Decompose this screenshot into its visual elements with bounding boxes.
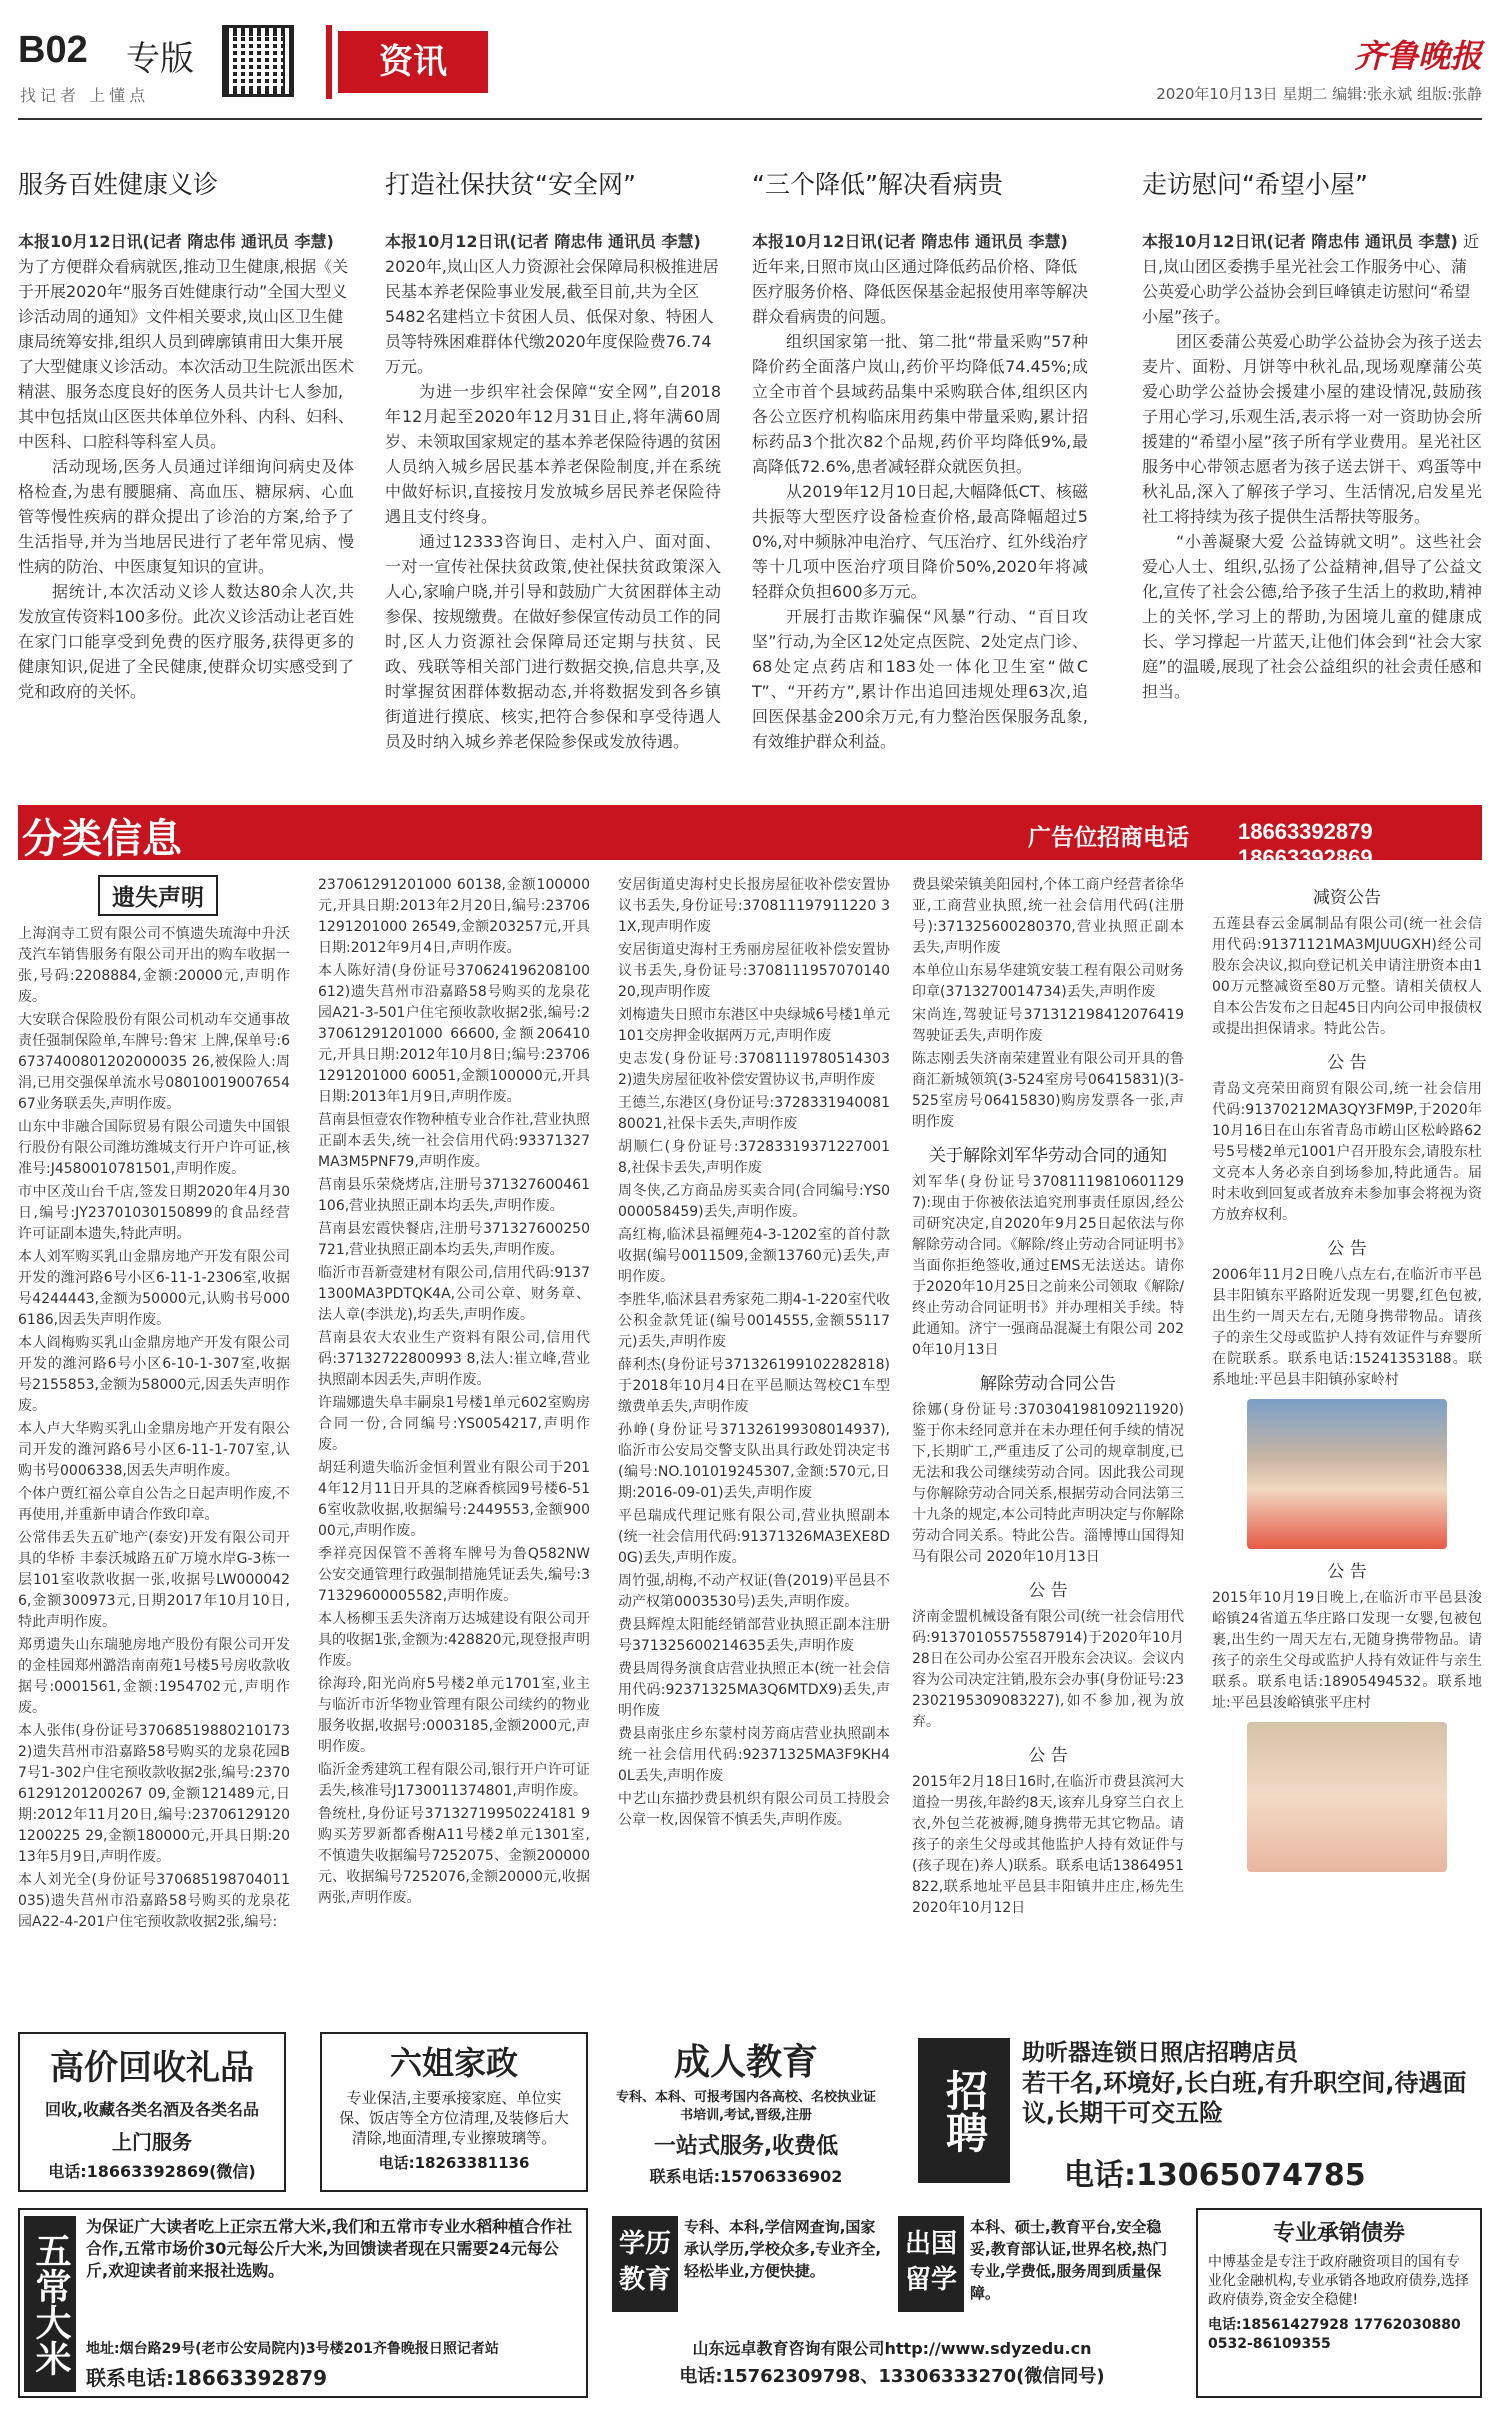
classified-col-3 <box>618 875 890 2015</box>
lost-notice-heading: 遗失声明 <box>98 875 218 916</box>
classified-entry: 季祥亮因保管不善将车牌号为鲁Q582NW公安交通管理行政强制措施凭证丢失,编号:371329600005582,声明作废。 <box>318 1546 590 1604</box>
ad-phones: 18663392879 18663392869 <box>1238 819 1373 870</box>
article-byline: 本报10月12日讯(记者 隋忠伟 通讯员 李慧) <box>1142 232 1458 251</box>
classified-entry: 本人刘军购买乳山金鼎房地产开发有限公司开发的潍河路6号小区6-11-1-2306室,收据号4244443,金额为50000元,认购书号0006186,因丢失声明作废。 <box>18 1249 290 1328</box>
classified-entry: 安居街道史海村史长报房屋征收补偿安置协议书丢失,身份证号:370811197911220 31X,现声明作废 <box>618 877 890 935</box>
notice-body: 济南金盟机械设备有限公司(统一社会信用代码:91370105575587914)于2020年10月28日在公司办公室召开股东会决议。会议内容为公司决定注销,股东会办事(身份证号:232302195309083227),如不参加,视为放弃。 <box>912 1609 1184 1730</box>
ad-rice <box>18 2208 588 2398</box>
classified-entry: 平邑瑞成代理记账有限公司,营业执照副本(统一社会信用代码:91371326MA3EXE8D0G)丢失,声明作废。 <box>618 1508 890 1566</box>
ad-address: 地址:烟台路29号(老市公安局院内)3号楼201齐鲁晚报日照记者站 <box>86 2341 499 2357</box>
classified-col-2 <box>318 875 590 2015</box>
classified-entry: 237061291201000 60138,金额100000元,开具日期:2013年2月20日,编号:237061291201000 26549,金额203257元,开具日期:2012年9月4日,声明作废。 <box>318 877 590 956</box>
ad-phone: 电话:18263381136 <box>378 2154 530 2172</box>
ad-body: 若干名,环境好,长白班,有升职空间,待遇面议,长期干可交五险 <box>1022 2069 1467 2127</box>
study-abroad-badge: 出国留学 <box>898 2216 964 2312</box>
ad-title: 成人教育 <box>673 2042 818 2083</box>
notice-title: 公 告 <box>1327 1053 1367 1073</box>
classified-entry: 鲁统杜,身份证号37132719950224181 9购买芳罗新都香榭A11号楼2单元1301室,不慎遗失收据编号7252075、金额200000元、收据编号7252076,金额20000元,收据两张,声明作废。 <box>318 1806 590 1906</box>
classified-entry: 陈志刚丢失济南荣建置业有限公司开具的鲁商汇新城领筑(3-524室房号06415831)(3-525室房号06415830)购房发票各一张,声明作废 <box>912 1051 1184 1130</box>
article-para: “小善凝聚大爱 公益铸就文明”。这些社会爱心人士、组织,弘扬了公益精神,倡导了公益文化,宣传了社会公德,给予孩子生活上的救助,精神上的关怀,学习上的帮助,为困境儿童的健康成长、学习撑起一片蓝天,让他们体会到“社会大家庭”的温暖,展现了社会公益组织的社会责任感和担当。 <box>1142 532 1482 701</box>
classified-entry: 刘梅遗失日照市东港区中央绿城6号楼1单元101交房押金收据两万元,声明作废 <box>618 1007 890 1044</box>
ad-body: 专科、本科、可报考国内各高校、名校执业证书培训,考试,晋级,注册 <box>616 2090 877 2123</box>
ad-phone: 电话:13065074785 <box>1064 2158 1366 2192</box>
article-title: 走访慰问“希望小屋” <box>1142 170 1368 199</box>
classified-entry: 宋尚连,驾驶证号371312198412076419驾驶证丢失,声明作废 <box>912 1007 1184 1044</box>
classified-entry: 安居街道史海村王秀丽房屋征收补偿安置协议书丢失,身份证号:370811195707014020,现声明作废 <box>618 942 890 1000</box>
ad-title: 助听器连锁日照店招聘店员 <box>1022 2040 1298 2066</box>
section-label: 资讯 <box>338 31 488 93</box>
notice-title: 减资公告 <box>1313 888 1381 908</box>
ad-phone: 联系电话:15706336902 <box>649 2167 843 2186</box>
classified-entry: 胡廷利遗失临沂金恒利置业有限公司于2014年12月11日开具的芝麻香槟园9号楼6-516室收款收据,收据编号:2449553,金额90000元,声明作废。 <box>318 1460 590 1539</box>
baby-photo <box>1247 1399 1447 1549</box>
article-title: “三个降低”解决看病贵 <box>752 170 1003 199</box>
classified-entry: 史志发(身份证号:370811197805143032)遗失房屋征收补偿安置协议书,声明作废 <box>618 1051 890 1088</box>
classified-entry: 周冬侠,乙方商品房买卖合同(合同编号:YS0000058459)丢失,声明作废。 <box>618 1183 890 1220</box>
classified-entry: 许瑞娜遗失阜丰嗣泉1号楼1单元602室购房合同一份,合同编号:YS0054217,声明作废。 <box>318 1395 590 1453</box>
article-para: 2020年,岚山区人力资源社会保障局积极推进居民基本养老保险事业发展,截至目前,共为全区5482名建档立卡贫困人员、低保对象、特困人员等特殊困难群体代缴2020年度保险费76.74万元。 <box>385 257 719 376</box>
classified-entry: 王德兰,东港区(身份证号:372833194008180021,社保卡丢失,声明作废 <box>618 1095 890 1132</box>
ad-phone: 电话:18561427928 17762030880 0532-86109355 <box>1208 2317 1461 2352</box>
ad-label: 广告位招商电话 <box>1028 825 1189 851</box>
classified-entry: 上海润寺工贸有限公司不慎遗失琉海中升沃茂汽车销售服务有限公司开出的购车收据一张,号码:2208884,金额:20000元,声明作废。 <box>18 926 290 1005</box>
article-byline: 本报10月12日讯(记者 隋忠伟 通讯员 李慧) <box>18 232 334 251</box>
article-title: 服务百姓健康义诊 <box>18 170 219 199</box>
article-para: 为进一步织牢社会保障“安全网”,自2018年12月起至2020年12月31日止,将年满60周岁、未领取国家规定的基本养老保险待遇的贫困人员纳入城乡居民基本养老保险制度,并在系统中做好标识,直接按月发放城乡居民养老保险待遇且支付终身。 <box>385 382 722 526</box>
article-para: 开展打击欺诈骗保“风暴”行动、“百日攻坚”行动,为全区12处定点医院、2处定点门诊、68处定点药店和183处一体化卫生室“做CT”、“开药方”,累计作出追回违规处理63次,追回医保基金200余万元,有力整治医保服务乱象,有效维护群众利益。 <box>752 607 1088 751</box>
classified-entry: 本人卢大华购买乳山金鼎房地产开发有限公司开发的潍河路6号小区6-11-1-707室,认购书号0006338,因丢失声明作废。 <box>18 1421 290 1479</box>
classified-entry: 本人刘光全(身份证号370685198704011035)遗失莒州市沿嘉路58号购买的龙泉花园A22-4-201户住宅预收款收据2张,编号: <box>18 1872 290 1930</box>
classified-entry: 中艺山东描抄费县机织有限公司员工持股会公章一枚,因保管不慎丢失,声明作废。 <box>618 1791 890 1828</box>
page-number: B02 <box>18 29 88 71</box>
ad-phone: 电话:18663392869(微信) <box>48 2162 256 2181</box>
notice-body: 2015年10月19日晚上,在临沂市平邑县浚峪镇24省道五华庄路口发现一女婴,包被包裹,出生约一周天左右,无随身携带物品。请孩子的亲生父母或监护人持有效证件与亲生联系。联系电话:18905494532。联系地址:平邑县浚峪镇张平庄村 <box>1212 1590 1482 1711</box>
classified-entry: 临沂市吾新壹建材有限公司,信用代码:91371300MA3PDTQK4A,公司公章、财务章、法人章(李洪龙),均丢失,声明作废。 <box>318 1265 590 1323</box>
ad-sub: 一站式服务,收费低 <box>653 2134 839 2159</box>
ad-adult-edu <box>612 2032 880 2192</box>
ad-body: 专业保洁,主要承接家庭、单位实保、饭店等全方位清理,及装修后大清除,地面清理,专业擦玻璃等。 <box>339 2089 569 2147</box>
notice-title: 关于解除刘军华劳动合同的通知 <box>929 1146 1167 1166</box>
edition-label: 专版 <box>126 39 194 79</box>
ad-company: 山东远卓教育咨询有限公司http://www.sdyzedu.cn <box>692 2339 1092 2358</box>
classified-entry: 费县周得务演食店营业执照正本(统一社会信用代码:92371325MA3Q6MTDX9)丢失,声明作废 <box>618 1661 890 1719</box>
classified-entry: 本人杨柳玉丢失济南万达城建设有限公司开具的收据1张,金额为:428820元,现登报声明作废。 <box>318 1611 590 1669</box>
classified-entry: 周竹强,胡梅,不动产权证(鲁(2019)平邑县不动产权第0003530号)丢失,声明作废。 <box>618 1573 890 1610</box>
ad-phone: 联系电话:18663392879 <box>86 2366 328 2390</box>
ad-bonds <box>1196 2208 1482 2398</box>
article-title: 打造社保扶贫“安全网” <box>385 170 636 199</box>
classified-entry: 大安联合保险股份有限公司机动车交通事故责任强制保险单,车牌号:鲁宋 上牌,保单号:66737400801202000035 26,被保险人:周涓,已用交强保单流水号0801001900765467业务联丢失,声明作废。 <box>18 1012 290 1112</box>
page-header <box>18 25 1482 120</box>
notice-title: 公 告 <box>1327 1562 1367 1582</box>
article-byline: 本报10月12日讯(记者 隋忠伟 通讯员 李慧) <box>752 232 1068 251</box>
ad-body: 为保证广大读者吃上正宗五常大米,我们和五常市专业水稻种植合作社合作,五常市场价30元每公斤大米,为回馈读者现在只需要24元每公斤,欢迎读者前来报社选购。 <box>86 2217 573 2280</box>
edu-badge: 学历教育 <box>612 2216 678 2312</box>
classified-entry: 市中区茂山台千店,签发日期2020年4月30日,编号:JY23701030150899的食品经营许可证副本遗失,特此声明。 <box>18 1184 290 1242</box>
notice-body: 徐娜(身份证号:370304198109211920)鉴于你未经同意并在未办理任何手续的情况下,长期旷工,严重违反了公司的规章制度,已无法和我公司继续劳动合同。因此我公司现与你解除劳动合同关系,根据劳动合同法第三十九条的规定,本公司特此声明决定与你解除劳动合同关系。特此公告。淄博博山国得知马有限公司 2020年10月13日 <box>912 1402 1184 1565</box>
classified-entry: 费县梁荣镇美阳园村,个体工商户经营者徐华亚,工商营业执照,统一社会信用代码(注册号):371325600280370,营业执照正副本丢失,声明作废 <box>912 877 1184 956</box>
classified-entry: 本人陈好清(身份证号370624196208100612)遗失莒州市沿嘉路58号购买的龙泉花园A21-3-501户住宅预收款收据2张,编号:237061291201000 66600,金额206410元,开具日期:2012年10月8日;编号:237061291201000 60051,金额100000元,开具日期:2013年1月9日,声明作废。 <box>318 963 590 1105</box>
article-para: 据统计,本次活动义诊人数达80余人次,共发放宣传资料100多份。此次义诊活动让老百姓在家门口能享受到免费的医疗服务,获得更多的健康知识,促进了全民健康,使群众切实感受到了党和政府的关怀。 <box>18 582 354 701</box>
classified-entry: 本人阎梅购买乳山金鼎房地产开发有限公司开发的潍河路6号小区6-10-1-307室,收据号2155853,金额为58000元,因丢失声明作废。 <box>18 1335 290 1414</box>
slogan: 找记者 上懂点 <box>20 86 150 105</box>
classified-entry: 莒南县乐荣烧烤店,注册号371327600461106,营业执照正副本均丢失,声明作废。 <box>318 1177 590 1214</box>
notice-body: 五莲县春云金属制品有限公司(统一社会信用代码:91371121MA3MJUUGXH)经公司股东会决议,拟向登记机关申请注册资本由100万元整减资至80万元整。请相关债权人自本公告发布之日起45日内向公司申报债权或提出担保请求。特此公告。 <box>1212 916 1482 1037</box>
classified-entry: 本单位山东易华建筑安装工程有限公司财务印章(3713270014734)丢失,声明作废 <box>912 963 1184 1000</box>
classified-title: 分类信息 <box>22 816 182 862</box>
rice-badge: 五常大米 <box>24 2216 76 2392</box>
notice-title: 公 告 <box>1028 1581 1068 1601</box>
classified-entry: 高红梅,临沭县福鲤苑4-3-1202室的首付款收据(编号0011509,金额13760元)丢失,声明作废。 <box>618 1227 890 1285</box>
classified-entry: 个体户贾红福公章自公告之日起声明作废,不再使用,并重新申请合作致印章。 <box>18 1486 290 1523</box>
ad-title: 高价回收礼品 <box>50 2048 254 2088</box>
ad-title: 六姐家政 <box>389 2044 518 2082</box>
article-byline: 本报10月12日讯(记者 隋忠伟 通讯员 李慧) <box>385 232 701 251</box>
classified-entry: 徐海玲,阳光尚府5号楼2单元1701室,业主与临沂市沂华物业管理有限公司续约的物业服务收据,收据号:0003185,金额2000元,声明作废。 <box>318 1676 590 1755</box>
classified-entry: 莒南县恒壹农作物种植专业合作社,营业执照正副本丢失,统一社会信用代码:93371327MA3M5PNF79,声明作废。 <box>318 1112 590 1170</box>
classified-entry: 郑勇遗失山东瑞驰房地产股份有限公司开发的金桂园郑州潞浩南南苑1号楼5号房收款收据号:0001561,金额:1954702元,声明作废。 <box>18 1637 290 1716</box>
notice-title: 公 告 <box>1327 1239 1367 1259</box>
ad-education <box>612 2208 1172 2398</box>
ad-sub: 回收,收藏各类名酒及各类名品 <box>44 2100 260 2119</box>
classified-entry: 公常伟丢失五矿地产(泰安)开发有限公司开具的华桥 丰泰沃城路五矿万境水岸G-3栋一层101室收款收据一张,收据号LW0000426,金额300973元,日期2017年10月10日,特此声明作废。 <box>18 1530 290 1630</box>
ad-body: 本科、硕士,教育平台,安全稳妥,教育部认证,世界名校,热门专业,学费低,服务周到质量保障。 <box>970 2218 1168 2302</box>
baby-photo <box>1247 1722 1447 1872</box>
newspaper-logo: 齐鲁晚报 <box>1353 37 1482 75</box>
classified-entry: 费县辉煌太阳能经销部营业执照正副本注册号371325600214635丢失,声明作废 <box>618 1617 890 1654</box>
ad-housekeeping <box>320 2032 588 2192</box>
notice-title: 解除劳动合同公告 <box>980 1374 1116 1394</box>
notice-body: 2006年11月2日晚八点左右,在临沂市平邑县丰阳镇东平路附近发现一男婴,红色包被,出生约一周天左右,无随身携带物品。请孩子的亲生父母或监护人持有效证件与弃婴所在院联系。联系电话:15241353188。联系地址:平邑县丰阳镇孙家岭村 <box>1212 1267 1482 1388</box>
classified-entry: 费县南张庄乡东蒙村岗芳商店营业执照副本统一社会信用代码:92371325MA3F9KH40L丢失,声明作废 <box>618 1726 890 1784</box>
article-3 <box>752 165 1088 780</box>
article-1 <box>18 165 354 780</box>
notice-title: 公 告 <box>1028 1746 1068 1766</box>
ad-hiring <box>914 2032 1482 2192</box>
ad-sub: 上门服务 <box>112 2130 192 2154</box>
ad-body: 中博基金是专注于政府融资项目的国有专业化金融机构,专业承销各地政府债券,选择政府债券,资金安全稳健! <box>1208 2254 1469 2308</box>
article-para: 组织国家第一批、第二批“带量采购”57种降价药全面落户岚山,药价平均降低74.45%;成立全市首个县域药品集中采购联合体,组织区内各公立医疗机构临床用药集中带量采购,累计招标药品3个批次82个品规,药价平均降低9%,最高降低72.6%,患者减轻群众就医负担。 <box>752 332 1088 476</box>
article-para: 活动现场,医务人员通过详细询问病史及体格检查,为患有腰腿痛、高血压、糖尿病、心血管等慢性疾病的群众提出了诊治的方案,给予了生活指导,并为当地居民进行了老年常见病、慢性病的防治、中医康复知识的宣讲。 <box>18 457 354 576</box>
ad-body: 专科、本科,学信网查询,国家承认学历,学校众多,专业齐全,轻松毕业,方便快捷。 <box>684 2218 882 2280</box>
ad-phone: 电话:15762309798、13306333270(微信同号) <box>679 2366 1105 2387</box>
classified-entry: 孙峥(身份证号371326199308014937),临沂市公安局交警支队出具行政处罚决定书(编号:NO.101019245307,金额:570元,日期:2016-09-01)丢失,声明作废 <box>618 1422 890 1501</box>
ad-title: 专业承销债券 <box>1272 2221 1405 2246</box>
article-4 <box>1142 165 1482 780</box>
article-2 <box>385 165 721 780</box>
notice-body: 2015年2月18日16时,在临沂市费县滨河大道捡一男孩,年龄约8天,该弃儿身穿兰白衣上衣,外包兰花被褥,随身携带无其它物品。请孩子的亲生父母或其他监护人持有效证件与(孩子现在)养人)联系。联系电话13864951822,联系地址平邑县丰阳镇井庄庄,杨先生 2020年10月12日 <box>912 1774 1184 1916</box>
article-para: 近年来,日照市岚山区通过降低药品价格、降低医疗服务价格、降低医保基金起报使用率等解决群众看病贵的问题。 <box>752 257 1089 326</box>
classified-entry: 莒南县农大农业生产资料有限公司,信用代码:37132722800993 8,法人:崔立峰,营业执照副本因丢失,声明作废。 <box>318 1330 590 1388</box>
classified-col-1 <box>18 875 290 2015</box>
article-para: 团区委蒲公英爱心助学公益协会为孩子送去麦片、面粉、月饼等中秋礼品,现场观摩蒲公英爱心助学公益协会援建小屋的建设情况,鼓励孩子用心学习,乐观生活,表示将一对一资助协会所援建的“希望小屋”孩子所有学业费用。星光社区服务中心带领志愿者为孩子送去饼干、鸡蛋等中秋礼品,深入了解孩子学习、生活情况,启发星光社工将持续为孩子提供生活帮扶等服务。 <box>1142 332 1482 526</box>
classified-entry: 临沂金秀建筑工程有限公司,银行开户许可证丢失,核准号J1730011374801,声明作废。 <box>318 1762 590 1799</box>
classified-col-5 <box>1212 875 1482 2015</box>
classified-entry: 胡顺仁(身份证号:372833193712270018,社保卡丢失,声明作废 <box>618 1139 890 1176</box>
notice-body: 刘军华(身份证号370811198106011297):现由于你被依法追究刑事责任原因,经公司研究决定,自2020年9月25日起依法与你解除劳动合同。《解除/终止劳动合同证明书》当面你拒绝签收,通过EMS无法送达。请你于2020年10月25日之前来公司领取《解除/终止劳动合同证明书》并办理相关手续。特此通知。济宁一强商品混凝土有限公司 2020年10月13日 <box>912 1174 1184 1358</box>
classified-entry: 薛利杰(身份证号371326199102282818)于2018年10月4日在平邑顺达驾校C1车型缴费单丢失,声明作废 <box>618 1357 890 1415</box>
notice-body: 青岛文亮荣田商贸有限公司,统一社会信用代码:91370212MA3QY3FM9P,于2020年10月16日在山东省青岛市崂山区松岭路62号5号楼2单元1001户召开股东会,请股东杜文亮本人务必亲自到场参加,特此通告。届时未收到回复或者放弃未参加事会将视为资方放弃权利。 <box>1212 1081 1482 1223</box>
ad-gift-recycle <box>18 2032 286 2192</box>
classified-col-4 <box>912 875 1184 2015</box>
article-para: 从2019年12月10日起,大幅降低CT、核磁共振等大型医疗设备检查价格,最高降幅超过50%,对中频脉冲电治疗、气压治疗、红外线治疗等十几项中医治疗项目降价50%,2020年将减轻群众负担600多万元。 <box>752 482 1088 601</box>
classified-entry: 本人张伟(身份证号370685198802101732)遗失莒州市沿嘉路58号购买的龙泉花园B7号1-302户住宅预收款收据2张,编号:237061291201200267 09,金额121489元,日期:2012年11月20日,编号:237061291201200225 29,金额180000元,开具日期:2013年5月9日,声明作废。 <box>18 1723 290 1865</box>
classified-banner <box>18 805 1482 870</box>
article-para: 近日,岚山团区委携手星光社会工作服务中心、蒲公英爱心助学公益协会到巨峰镇走访慰问“希望小屋”孩子。 <box>1142 232 1479 326</box>
article-para: 通过12333咨询日、走村入户、面对面、一对一宣传社保扶贫政策,使社保扶贫政策深入人心,家喻户晓,并引导和鼓励广大贫困群体主动参保、按规缴费。在做好参保宣传动员工作的同时,区人力资源社会保障局还定期与扶贫、民政、残联等相关部门进行数据交换,信息共享,及时掌握贫困群体数据动态,并将数据发到各乡镇街道进行摸底、核实,把符合参保和享受待遇人员及时纳入城乡养老保险参保或发放待遇。 <box>385 532 722 751</box>
classified-entry: 李胜华,临沭县君秀家苑二期4-1-220室代收公积金款凭证(编号0014555,金额55117元)丢失,声明作废 <box>618 1292 890 1350</box>
qr-code-icon[interactable] <box>222 25 294 97</box>
issue-meta: 2020年10月13日 星期二 编辑:张永斌 组版:张静 <box>1156 85 1482 103</box>
classified-entry: 山东中非融合国际贸易有限公司遗失中国银行股份有限公司潍坊潍城支行开户许可证,核准号:J4580010781501,声明作废。 <box>18 1119 290 1177</box>
classified-entry: 莒南县宏霞快餐店,注册号371327600250721,营业执照正副本均丢失,声明作废。 <box>318 1221 590 1258</box>
article-para: 为了方便群众看病就医,推动卫生健康,根据《关于开展2020年“服务百姓健康行动”全国大型义诊活动周的通知》文件相关要求,岚山区卫生健康局统筹安排,组织人员到碑廓镇甫田大集开展了大型健康义诊活动。本次活动卫生院派出医术精湛、服务态度良好的医务人员共计七人参加,其中包括岚山区医共体单位外科、内科、妇科、中医科、口腔科等科室人员。 <box>18 257 355 451</box>
hiring-badge: 招聘 <box>918 2038 1010 2183</box>
